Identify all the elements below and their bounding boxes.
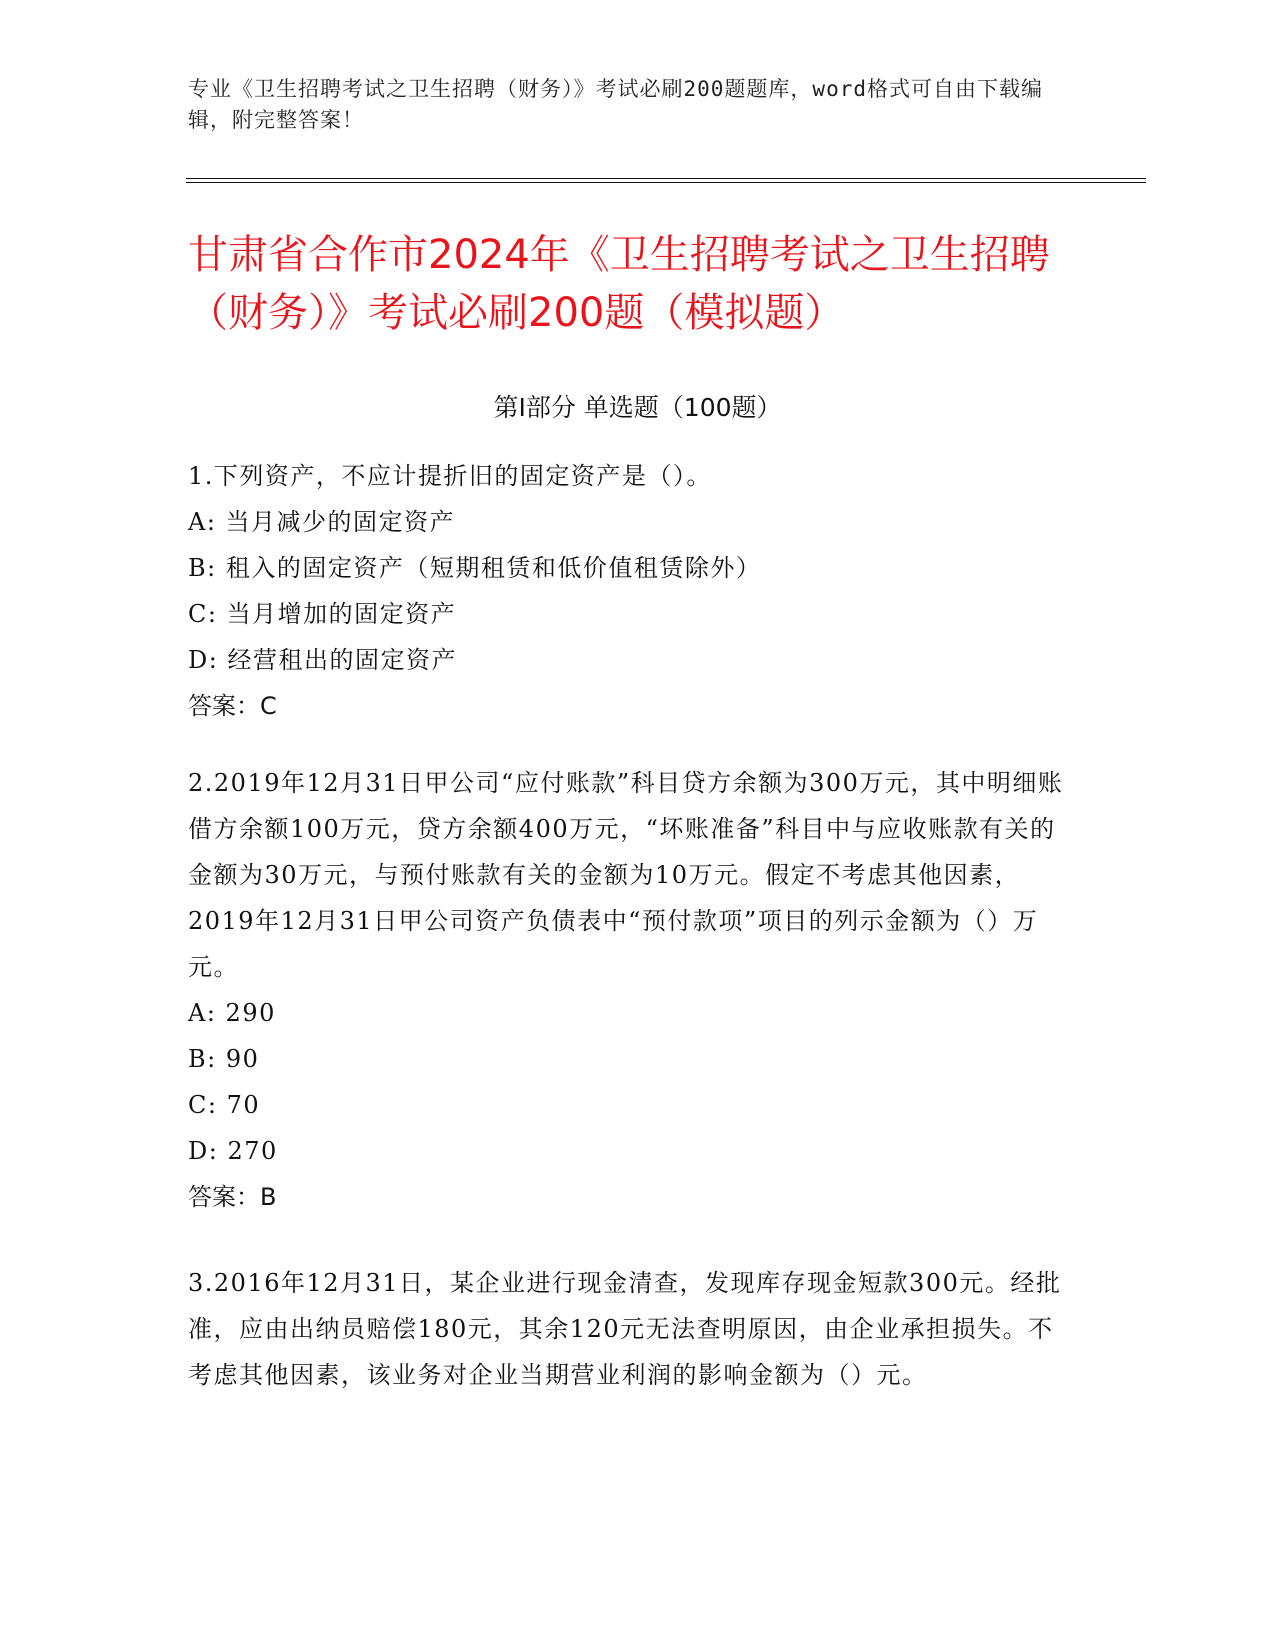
- option-a: A: 290: [188, 999, 276, 1027]
- question-2: [188, 760, 1068, 1220]
- option-c: C: 70: [188, 1091, 261, 1119]
- option-b: B: 90: [188, 1045, 260, 1073]
- question-text: 3.2016年12月31日，某企业进行现金清查，发现库存现金短款300元。经批准，应由出纳员赔偿180元，其余120元无法查明原因，由企业承担损失。不考虑其他因素，该业务对企业当期营业利润的影响金额为（）元。: [188, 1269, 1062, 1389]
- answer: 答案：B: [188, 1183, 277, 1211]
- question-3: [188, 1260, 1068, 1398]
- answer: 答案：C: [188, 692, 277, 720]
- header-divider-top: [186, 178, 1146, 179]
- header-note: 专业《卫生招聘考试之卫生招聘（财务）》考试必刷200题题库，word格式可自由下载编辑，附完整答案！: [188, 77, 1043, 132]
- question-1: [188, 453, 1068, 729]
- option-d: D: 270: [188, 1137, 278, 1165]
- document-title: 甘肃省合作市2024年《卫生招聘考试之卫生招聘（财务）》考试必刷200题（模拟题）: [188, 232, 1050, 336]
- option-b: B: 租入的固定资产（短期租赁和低价值租赁除外）: [188, 554, 762, 582]
- option-d: D: 经营租出的固定资产: [188, 646, 457, 674]
- section-heading: 第Ⅰ部分 单选题（100题）: [493, 393, 782, 422]
- option-c: C: 当月增加的固定资产: [188, 600, 457, 628]
- question-text: 1.下列资产，不应计提折旧的固定资产是（）。: [188, 462, 712, 490]
- header-divider-bottom: [186, 182, 1146, 183]
- question-text: 2.2019年12月31日甲公司“应付账款”科目贷方余额为300万元，其中明细账借方余额100万元，贷方余额400万元，“坏账准备”科目中与应收账款有关的金额为30万元，与预付账款有关的金额为10万元。假定不考虑其他因素，2019年12月31日甲公司资产负债表中“预付款项”项目的列示金额为（）万元。: [188, 769, 1064, 981]
- option-a: A: 当月减少的固定资产: [188, 508, 456, 536]
